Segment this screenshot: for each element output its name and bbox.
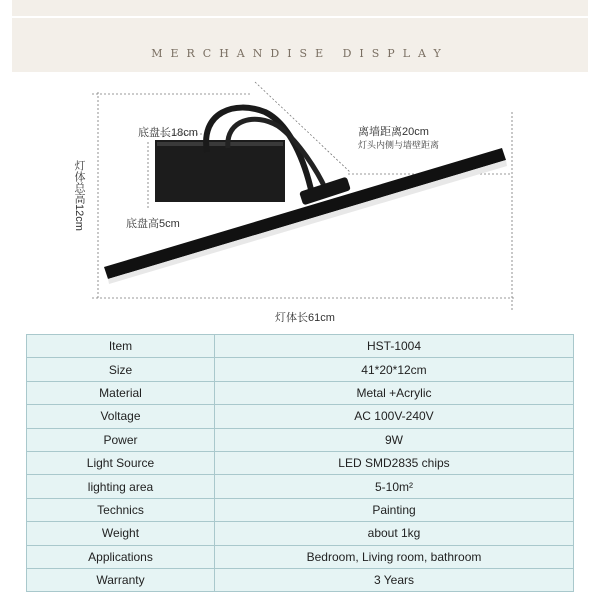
banner-divider: [12, 16, 588, 18]
table-row: [27, 522, 574, 545]
lamp-drawing: [0, 72, 600, 330]
banner-title: MERCHANDISE DISPLAY: [151, 47, 449, 60]
table-row: [27, 405, 574, 428]
spec-key: lighting area: [27, 475, 215, 498]
table-row: [27, 568, 574, 591]
base-height-label: 底盘高5cm: [126, 218, 180, 230]
total-height-label: 灯体总高12cm: [73, 160, 85, 231]
spec-table: [26, 334, 574, 592]
table-row: [27, 451, 574, 474]
spec-key: Voltage: [27, 405, 215, 428]
spec-key: Size: [27, 358, 215, 381]
spec-key: Item: [27, 335, 215, 358]
table-row: [27, 428, 574, 451]
spec-value: Painting: [215, 498, 574, 521]
spec-value: Metal +Acrylic: [215, 381, 574, 404]
spec-value: 5-10m²: [215, 475, 574, 498]
wall-distance-label: 离墙距离20cm: [358, 126, 429, 138]
table-row: [27, 335, 574, 358]
spec-key: Material: [27, 381, 215, 404]
base-plate: [155, 140, 285, 202]
spec-value: 3 Years: [215, 568, 574, 591]
base-length-label: 底盘长18cm: [138, 127, 198, 139]
spec-key: Light Source: [27, 451, 215, 474]
header-banner: [12, 0, 588, 72]
spec-value: AC 100V-240V: [215, 405, 574, 428]
spec-key: Weight: [27, 522, 215, 545]
spec-value: 9W: [215, 428, 574, 451]
product-diagram: [0, 72, 600, 330]
table-row: [27, 475, 574, 498]
spec-value: HST-1004: [215, 335, 574, 358]
table-row: [27, 498, 574, 521]
spec-key: Applications: [27, 545, 215, 568]
spec-value: Bedroom, Living room, bathroom: [215, 545, 574, 568]
spec-value: about 1kg: [215, 522, 574, 545]
spec-key: Power: [27, 428, 215, 451]
table-row: [27, 381, 574, 404]
spec-key: Technics: [27, 498, 215, 521]
table-row: [27, 358, 574, 381]
lamp-length-label: 灯体长61cm: [275, 312, 335, 324]
table-row: [27, 545, 574, 568]
spec-value: 41*20*12cm: [215, 358, 574, 381]
spec-key: Warranty: [27, 568, 215, 591]
wall-distance-note: 灯头内侧与墙壁距离: [358, 140, 440, 150]
spec-value: LED SMD2835 chips: [215, 451, 574, 474]
